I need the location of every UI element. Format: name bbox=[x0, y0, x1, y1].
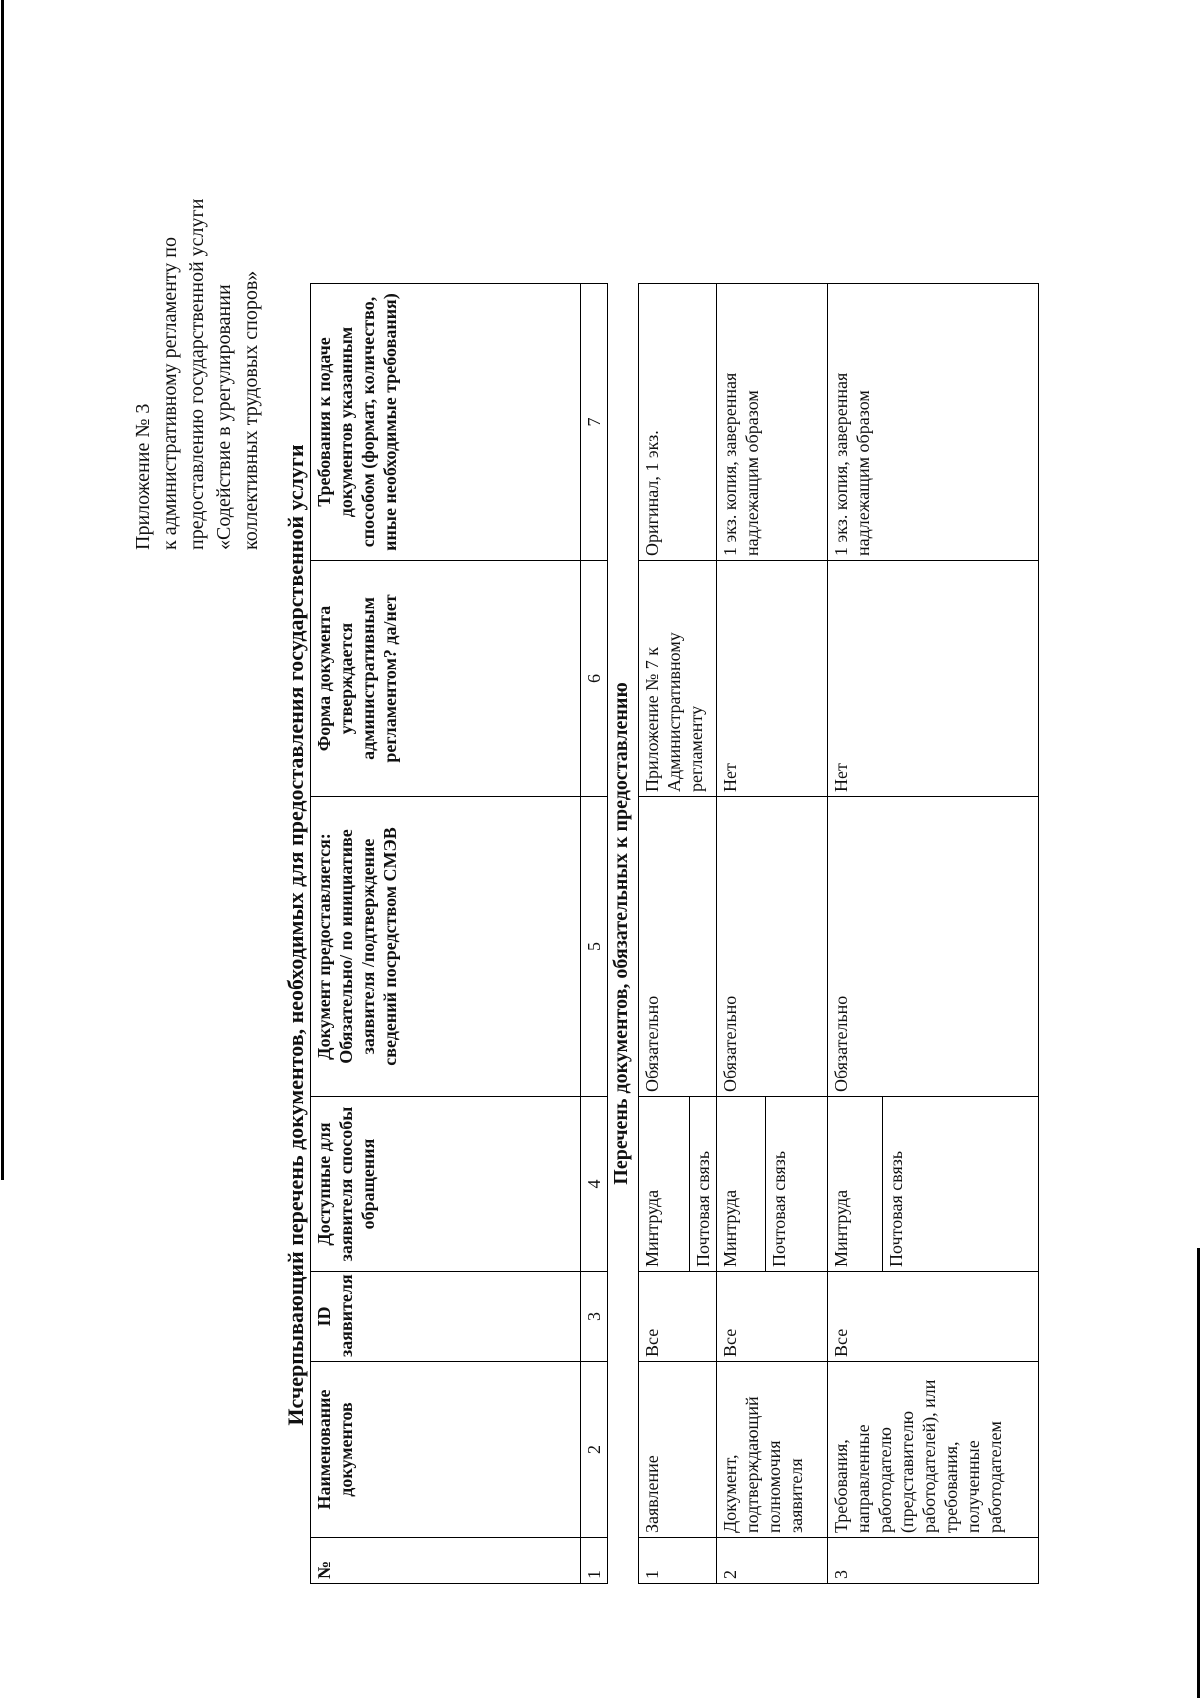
row-id: Все bbox=[639, 1272, 717, 1362]
row-channel-secondary: Почтовая связь bbox=[882, 1097, 907, 1271]
row-requirements: 1 экз. копия, заверенная надлежащим образом bbox=[717, 284, 828, 561]
header-name: Наименование документов bbox=[311, 1362, 581, 1538]
row-channel-primary: Минтруда bbox=[720, 1189, 740, 1267]
row-channels bbox=[717, 1097, 828, 1272]
column-number: 3 bbox=[581, 1272, 608, 1362]
annex-line: коллективных трудовых споров» bbox=[240, 270, 262, 550]
column-number: 5 bbox=[581, 797, 608, 1097]
table-row bbox=[639, 284, 717, 1584]
row-id: Все bbox=[717, 1272, 828, 1362]
header-id: ID заявителя bbox=[311, 1272, 581, 1362]
row-num: 3 bbox=[828, 1538, 1039, 1584]
row-name: Заявление bbox=[639, 1362, 717, 1538]
column-number: 1 bbox=[581, 1538, 608, 1584]
rotated-document-page bbox=[130, 198, 1070, 1600]
header-requirements: Требования к подаче документов указанным способом (формат, количество, иные необходимые требования) bbox=[311, 284, 581, 561]
annex-line: «Содействие в урегулировании bbox=[213, 284, 235, 550]
row-name: Требования, направленные работодателю (представителю работодателей), или требования, полученные работодателем bbox=[828, 1362, 1039, 1538]
annex-line: предоставлению государственной услуги bbox=[186, 198, 208, 550]
row-form: Нет bbox=[828, 561, 1039, 797]
table-header-row bbox=[311, 284, 581, 1584]
row-channel-secondary: Почтовая связь bbox=[765, 1097, 790, 1271]
row-channels bbox=[639, 1097, 717, 1272]
row-form: Нет bbox=[717, 561, 828, 797]
annex-header bbox=[130, 170, 265, 550]
table-row bbox=[828, 284, 1039, 1584]
row-channel-primary: Минтруда bbox=[642, 1189, 662, 1267]
row-provided: Обязательно bbox=[717, 797, 828, 1097]
document-title: Исчерпывающий перечень документов, необходимых для предоставления государственной услуги bbox=[283, 444, 308, 1426]
row-channel-primary: Минтруда bbox=[831, 1189, 851, 1267]
row-channel-secondary: Почтовая связь bbox=[689, 1097, 714, 1271]
header-num: № bbox=[311, 1538, 581, 1584]
section-title: Перечень документов, обязательных к предоставлению bbox=[608, 284, 639, 1584]
row-provided: Обязательно bbox=[828, 797, 1039, 1097]
column-number: 4 bbox=[581, 1097, 608, 1272]
table-row bbox=[717, 284, 828, 1584]
column-number: 6 bbox=[581, 561, 608, 797]
row-num: 2 bbox=[717, 1538, 828, 1584]
column-number: 2 bbox=[581, 1362, 608, 1538]
column-numbers-row bbox=[581, 284, 608, 1584]
row-requirements: 1 экз. копия, заверенная надлежащим образом bbox=[828, 284, 1039, 561]
column-number: 7 bbox=[581, 284, 608, 561]
row-requirements: Оригинал, 1 экз. bbox=[639, 284, 717, 561]
row-channels bbox=[828, 1097, 1039, 1272]
header-provided: Документ предоставляется: Обязательно/ по инициативе заявителя /подтверждение сведений посредством СМЭВ bbox=[311, 797, 581, 1097]
row-name: Документ, подтверждающий полномочия заявителя bbox=[717, 1362, 828, 1538]
annex-line: Приложение № 3 bbox=[132, 403, 154, 550]
row-provided: Обязательно bbox=[639, 797, 717, 1097]
row-form: Приложение № 7 к Административному регламенту bbox=[639, 561, 717, 797]
row-num: 1 bbox=[639, 1538, 717, 1584]
annex-line: к административному регламенту по bbox=[159, 237, 181, 550]
scan-border-left bbox=[1, 0, 4, 1180]
row-id: Все bbox=[828, 1272, 1039, 1362]
documents-table bbox=[310, 283, 1039, 1584]
header-channels: Доступные для заявителя способы обращения bbox=[311, 1097, 581, 1272]
section-row bbox=[608, 284, 639, 1584]
header-form: Форма документа утверждается административным регламентом? да/нет bbox=[311, 561, 581, 797]
